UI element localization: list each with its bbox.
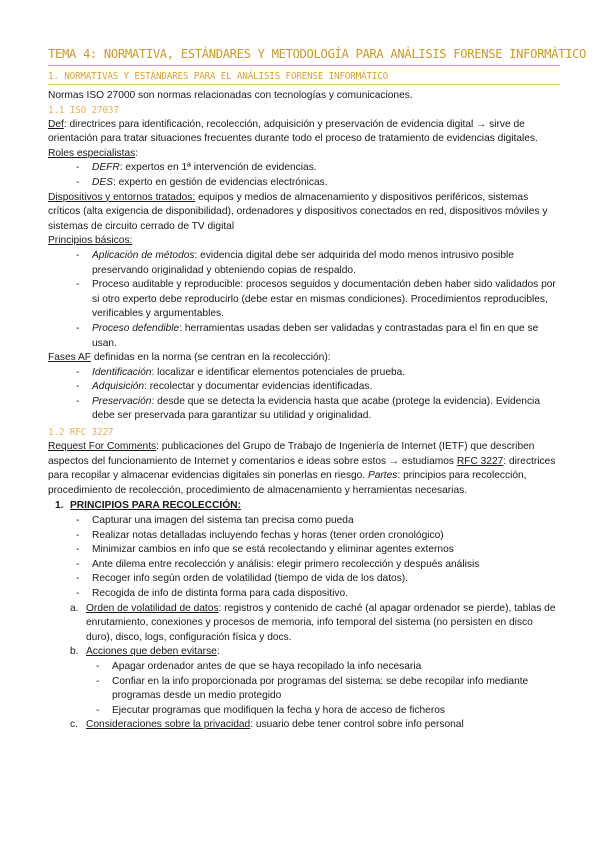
list-item: - Confiar en la info proporcionada por programas del sistema: se debe recopilar info mediante programas desde un medio protegido bbox=[48, 675, 560, 704]
phase-name: Preservación bbox=[92, 395, 152, 407]
principle-text: : evidencia digital debe ser adquirida del modo menos intrusivo posible preservando originalidad y obteniendo copias de respaldo. bbox=[92, 249, 514, 276]
list-item bbox=[48, 395, 560, 424]
def-text: : directrices para identificación, recolección, adquisición y preservación de evidencia digital → sirve de orientación para tratar situaciones frecuentes durante todo el proceso de tratamiento de evidencias digitales. bbox=[48, 118, 538, 145]
devices-paragraph bbox=[48, 191, 560, 235]
subsection-heading-iso: 1.1 ISO 27037 bbox=[48, 104, 119, 116]
sub-item-b bbox=[48, 645, 560, 660]
collection-principles-list bbox=[48, 514, 560, 602]
list-item: - Recoger info según orden de volatilidad (tiempo de vida de los datos). bbox=[48, 572, 560, 587]
document-title: TEMA 4: NORMATIVA, ESTÁNDARES Y METODOLOGÍA PARA ANÁLISIS FORENSE INFORMÁTICO bbox=[48, 44, 560, 66]
avoid-actions-list bbox=[48, 660, 560, 718]
list-item: - Realizar notas detalladas incluyendo fechas y horas (tener orden cronológico) bbox=[48, 529, 560, 544]
sub-label: Acciones que deben evitarse bbox=[86, 646, 217, 658]
roles-list bbox=[48, 161, 560, 190]
subsection-heading-rfc: 1.2 RFC 3227 bbox=[48, 427, 114, 439]
sub-text: : registros y contenido de caché (al apagar ordenador se pierde), tablas de enrutamiento, conexiones y procesos de memoria, info temporal del sistema (no persisten en disco duro), disco, logs, configuración física y docs. bbox=[86, 602, 556, 643]
list-item: - Ejecutar programas que modifiquen la fecha y hora de acceso de ficheros bbox=[48, 704, 560, 719]
list-item: - Apagar ordenador antes de que se haya recopilado la info necesaria bbox=[48, 660, 560, 675]
iso-definition bbox=[48, 118, 560, 162]
role-text: : experto en gestión de evidencias electrónicas. bbox=[112, 176, 328, 188]
principles-list bbox=[48, 249, 560, 351]
devices-text: equipos y medios de almacenamiento y dispositivos periféricos, sistemas críticos (alta exigencia de disponibilidad), ordenadores y dispositivos conectados en red, dispositivos móviles y sistemas de circuito cerrado de TV digital bbox=[48, 191, 548, 232]
def-label: Def bbox=[48, 118, 64, 130]
numbered-heading bbox=[48, 499, 560, 514]
phase-text: : desde que se detecta la evidencia hasta que acabe (protege la evidencia). Evidencia debe ser preservada para garantizar su utilidad y originalidad. bbox=[92, 395, 540, 422]
principle-name: Aplicación de métodos bbox=[92, 249, 195, 261]
rfc-label: Request For Comments bbox=[48, 441, 157, 453]
phases-list bbox=[48, 366, 560, 424]
sub-letter: b. bbox=[70, 646, 79, 658]
sub-letter: c. bbox=[70, 719, 78, 731]
list-item: - Recogida de info de distinta forma para cada dispositivo. bbox=[48, 587, 560, 602]
intro-paragraph: Normas ISO 27000 son normas relacionadas con tecnologías y comunicaciones. bbox=[48, 90, 413, 101]
list-item bbox=[48, 322, 560, 351]
list-item bbox=[48, 366, 560, 381]
sub-label: Consideraciones sobre la privacidad bbox=[86, 719, 251, 731]
principle-text: Proceso auditable y reproducible: procesos seguidos y documentación deben haber sido validados por si otro experto debe reproducirlo (debe estar en mismas condiciones). Procedimientos reproducibles, verificables y argumentables. bbox=[92, 279, 556, 320]
list-item bbox=[48, 176, 560, 191]
list-item: - Capturar una imagen del sistema tan precisa como pueda bbox=[48, 514, 560, 529]
list-title: PRINCIPIOS PARA RECOLECCIÓN: bbox=[70, 500, 241, 512]
principles-heading bbox=[48, 234, 560, 249]
principles-label: Principios básicos: bbox=[48, 235, 133, 247]
list-item bbox=[48, 249, 560, 278]
phase-text: : localizar e identificar elementos potenciales de prueba. bbox=[151, 366, 406, 378]
sub-label: Orden de volatilidad de datos bbox=[86, 602, 219, 614]
list-number: 1. bbox=[55, 500, 64, 512]
rfc-text: : publicaciones del Grupo de Trabajo de Ingeniería de Internet (IETF) que describen aspectos del funcionamiento de Internet y comentarios e ideas sobre estos → estudiamos bbox=[48, 441, 535, 467]
role-name: DES bbox=[92, 176, 113, 188]
list-item bbox=[48, 161, 560, 176]
list-item: - Minimizar cambios en info que se está recolectando y eliminar agentes externos bbox=[48, 543, 560, 558]
principle-text: : herramientas usadas deben ser validadas y contrastadas para el fin en que se usan. bbox=[92, 322, 539, 349]
principle-name: Proceso defendible bbox=[92, 322, 180, 334]
roles-colon: : bbox=[135, 147, 139, 159]
phases-label: Fases AF bbox=[48, 352, 92, 364]
sub-item-a bbox=[48, 602, 560, 646]
rfc-text-2: : directrices para recopilar y almacenar evidencias digitales sin ponerlas en riesgo. bbox=[48, 455, 556, 482]
sub-text: : usuario debe tener control sobre info personal bbox=[250, 719, 464, 731]
role-text: : expertos en 1ª intervención de evidencias. bbox=[119, 162, 317, 174]
phases-text: definidas en la norma (se centran en la recolección): bbox=[91, 352, 331, 364]
rfc-label-3: Partes bbox=[367, 470, 398, 482]
sub-colon: : bbox=[216, 646, 220, 658]
devices-label: Dispositivos y entornos tratados: bbox=[48, 191, 196, 203]
phase-name: Adquisición bbox=[92, 381, 145, 393]
list-item: - Ante dilema entre recolección y análisis: elegir primero recolección y después análisis bbox=[48, 558, 560, 573]
phase-text: : recolectar y documentar evidencias identificadas. bbox=[144, 381, 373, 393]
roles-label: Roles especialistas bbox=[48, 147, 136, 159]
sub-item-c bbox=[48, 718, 560, 733]
sub-letter: a. bbox=[70, 602, 79, 614]
rfc-text-3: : principios para recolección, procedimiento de recolección, procedimiento de almacenamiento y herramientas necesarias. bbox=[48, 470, 527, 496]
section-heading: 1. NORMATIVAS Y ESTÁNDARES PARA EL ANÁLISIS FORENSE INFORMÁTICO bbox=[48, 70, 560, 85]
list-item bbox=[48, 278, 560, 322]
role-name: DEFR bbox=[92, 162, 120, 174]
list-item bbox=[48, 380, 560, 395]
rfc-label-2: RFC 3227 bbox=[456, 455, 504, 467]
rfc-paragraph bbox=[48, 440, 560, 498]
phases-paragraph bbox=[48, 351, 560, 366]
phase-name: Identificación bbox=[92, 366, 152, 378]
